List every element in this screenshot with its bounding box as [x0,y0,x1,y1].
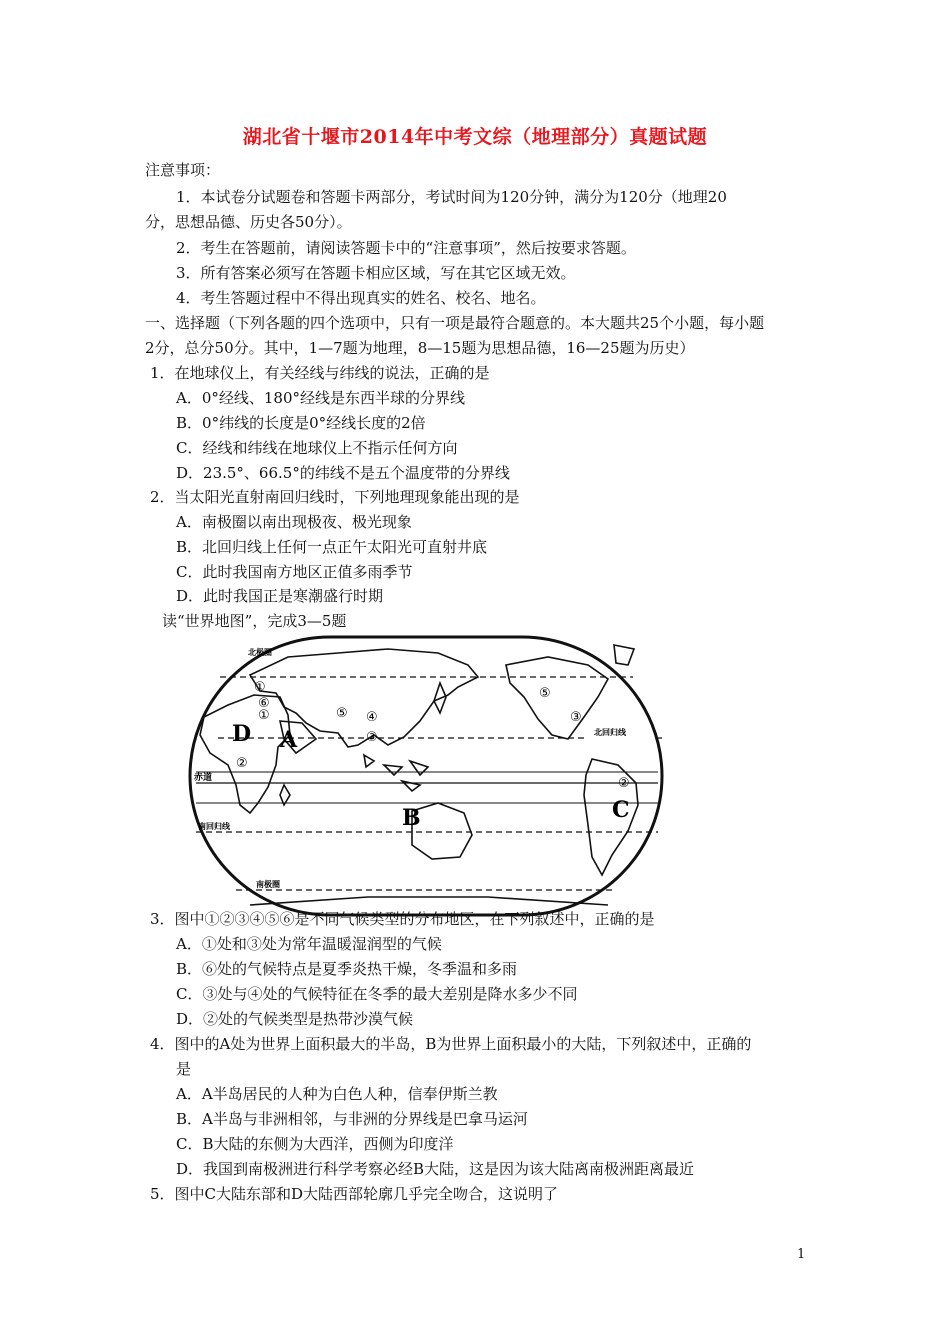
question-4-option-a: A．A半岛居民的人种为白色人种，信奉伊斯兰教 [176,1085,498,1103]
question-1-option-c: C．经线和纬线在地球仪上不指示任何方向 [176,439,458,457]
tropic-north-label: 北回归线 [594,728,626,737]
map-letter-b: B [402,805,421,831]
question-4-option-c: C．B大陆的东侧为大西洋，西侧为印度洋 [176,1135,454,1153]
question-4-stem-cont: 是 [176,1060,192,1078]
map-mark-1-europe: ① [258,708,270,723]
question-3-option-d: D．②处的气候类型是热带沙漠气候 [176,1010,414,1028]
notice-item-2: 2．考生在答题前，请阅读答题卡中的“注意事项”，然后按要求答题。 [176,239,636,257]
map-letter-c: C [612,797,630,823]
map-border [190,637,662,915]
question-1-option-b: B．0°纬线的长度是0°经线长度的2倍 [176,414,426,432]
question-5-stem: 5．图中C大陆东部和D大陆西部轮廓几乎完全吻合，这说明了 [150,1185,559,1203]
equator-label: 赤道 [194,773,213,783]
map-mark-3-america: ③ [570,710,582,725]
question-1-option-a: A．0°经线、180°经线是东西半球的分界线 [176,389,466,407]
question-3-option-b: B．⑥处的气候特点是夏季炎热干燥，冬季温和多雨 [176,960,518,978]
notice-item-1-cont: 分，思想品德、历史各50分）。 [145,213,352,231]
notice-item-4: 4．考生答题过程中不得出现真实的姓名、校名、地名。 [176,289,546,307]
question-4-stem: 4．图中的A处为世界上面积最大的半岛，B为世界上面积最小的大陆，下列叙述中，正确的 [150,1035,752,1053]
antarctic-circle-label: 南极圈 [256,880,280,889]
map-mark-1-west: ① [254,680,266,695]
question-4-option-b: B．A半岛与非洲相邻，与非洲的分界线是巴拿马运河 [176,1110,528,1128]
map-mark-6: ⑥ [258,696,270,711]
question-2-option-d: D．此时我国正是寒潮盛行时期 [176,587,384,605]
question-2-option-a: A．南极圈以南出现极夜、极光现象 [176,513,412,531]
question-1-stem: 1．在地球仪上，有关经线与纬线的说法，正确的是 [150,364,490,382]
question-4-option-d: D．我国到南极洲进行科学考察必经B大陆，这是因为该大陆离南极洲距离最近 [176,1160,695,1178]
notice-item-1: 1．本试卷分试题卷和答题卡两部分，考试时间为120分钟，满分为120分（地理20 [176,188,727,206]
document-title: 湖北省十堰市2014年中考文综（地理部分）真题试题 [242,126,708,148]
map-letter-a: A [280,727,298,753]
notice-item-3: 3．所有答案必须写在答题卡相应区域，写在其它区域无效。 [176,264,576,282]
question-2-option-c: C．此时我国南方地区正值多雨季节 [176,563,413,581]
map-mark-3-asia: ③ [366,730,378,745]
notice-heading: 注意事项： [145,161,221,179]
question-3-stem: 3．图中①②③④⑤⑥是不同气候类型的分布地区，在下列叙述中，正确的是 [150,910,655,928]
section-heading: 一、选择题（下列各题的四个选项中，只有一项是最符合题意的。本大题共25个小题，每小题 [145,314,765,332]
map-intro: 读“世界地图”，完成3—5题 [162,612,347,630]
question-3-option-c: C．③处与④处的气候特征在冬季的最大差别是降水多少不同 [176,985,578,1003]
map-letter-d: D [232,721,252,747]
map-mark-2-east: ② [618,776,630,791]
map-mark-5-america: ⑤ [539,686,551,701]
world-map-figure [188,635,664,917]
map-mark-4: ④ [366,710,378,725]
map-mark-2-west: ② [236,756,248,771]
arctic-circle-label: 北极圈 [248,648,272,657]
question-1-option-d: D．23.5°、66.5°的纬线不是五个温度带的分界线 [176,464,510,482]
section-heading-cont: 2分，总分50分。其中，1—7题为地理，8—15题为思想品德，16—25题为历史） [145,339,695,357]
page-number: 1 [797,1247,806,1262]
question-2-stem: 2．当太阳光直射南回归线时，下列地理现象能出现的是 [150,488,520,506]
question-3-option-a: A．①处和③处为常年温暖湿润型的气候 [176,935,442,953]
question-2-option-b: B．北回归线上任何一点正午太阳光可直射井底 [176,538,488,556]
map-mark-5-asia: ⑤ [336,706,348,721]
tropic-south-label: 南回归线 [198,822,230,831]
landmass-greenland [614,645,634,665]
